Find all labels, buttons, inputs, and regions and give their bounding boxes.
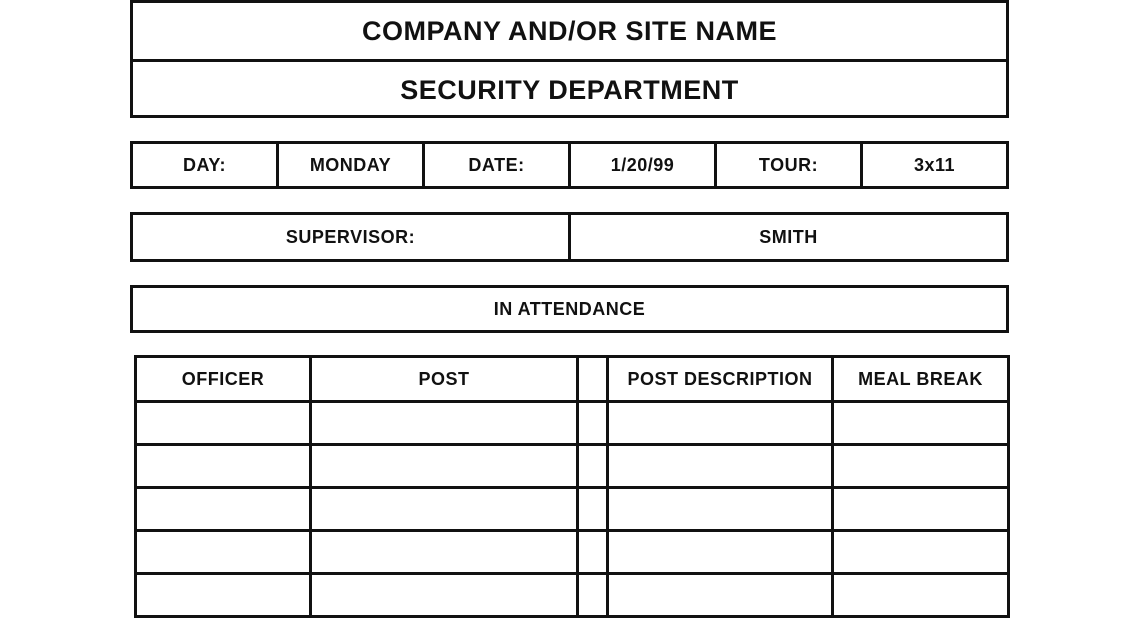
meal-break-cell[interactable] (833, 445, 1009, 488)
post-cell[interactable] (311, 488, 578, 531)
company-name: COMPANY AND/OR SITE NAME (133, 3, 1006, 62)
meal-break-cell[interactable] (833, 574, 1009, 617)
officer-cell[interactable] (136, 445, 311, 488)
supervisor-row (130, 212, 1009, 262)
spacer-cell (578, 488, 608, 531)
post-cell[interactable] (311, 402, 578, 445)
post-cell[interactable] (311, 574, 578, 617)
post-description-cell[interactable] (608, 402, 833, 445)
attendance-title: IN ATTENDANCE (130, 285, 1009, 333)
officer-cell[interactable] (136, 488, 311, 531)
spacer-cell (578, 445, 608, 488)
date-value: 1/20/99 (571, 144, 717, 186)
day-label: DAY: (133, 144, 279, 186)
form-header (130, 0, 1009, 118)
table-header-row (136, 357, 1009, 402)
day-value: MONDAY (279, 144, 425, 186)
column-header-meal-break: MEAL BREAK (833, 357, 1009, 402)
shift-info-row (130, 141, 1009, 189)
table-row (136, 445, 1009, 488)
column-header-post: POST (311, 357, 578, 402)
table-row (136, 402, 1009, 445)
officer-cell[interactable] (136, 531, 311, 574)
meal-break-cell[interactable] (833, 402, 1009, 445)
officer-cell[interactable] (136, 574, 311, 617)
meal-break-cell[interactable] (833, 531, 1009, 574)
post-description-cell[interactable] (608, 574, 833, 617)
spacer-cell (578, 574, 608, 617)
table-row (136, 488, 1009, 531)
date-label: DATE: (425, 144, 571, 186)
table-row (136, 531, 1009, 574)
attendance-table (134, 355, 1010, 618)
spacer-cell (578, 402, 608, 445)
department-name: SECURITY DEPARTMENT (400, 74, 739, 105)
post-cell[interactable] (311, 531, 578, 574)
post-description-cell[interactable] (608, 531, 833, 574)
officer-cell[interactable] (136, 402, 311, 445)
post-description-cell[interactable] (608, 488, 833, 531)
column-header-spacer (578, 357, 608, 402)
supervisor-value: SMITH (759, 226, 818, 247)
table-row (136, 574, 1009, 617)
spacer-cell (578, 531, 608, 574)
meal-break-cell[interactable] (833, 488, 1009, 531)
post-cell[interactable] (311, 445, 578, 488)
tour-value: 3x11 (913, 154, 956, 175)
supervisor-label: SUPERVISOR: (133, 215, 571, 259)
column-header-officer: OFFICER (136, 357, 311, 402)
column-header-post-description: POST DESCRIPTION (608, 357, 833, 402)
post-description-cell[interactable] (608, 445, 833, 488)
tour-label: TOUR: (717, 144, 863, 186)
